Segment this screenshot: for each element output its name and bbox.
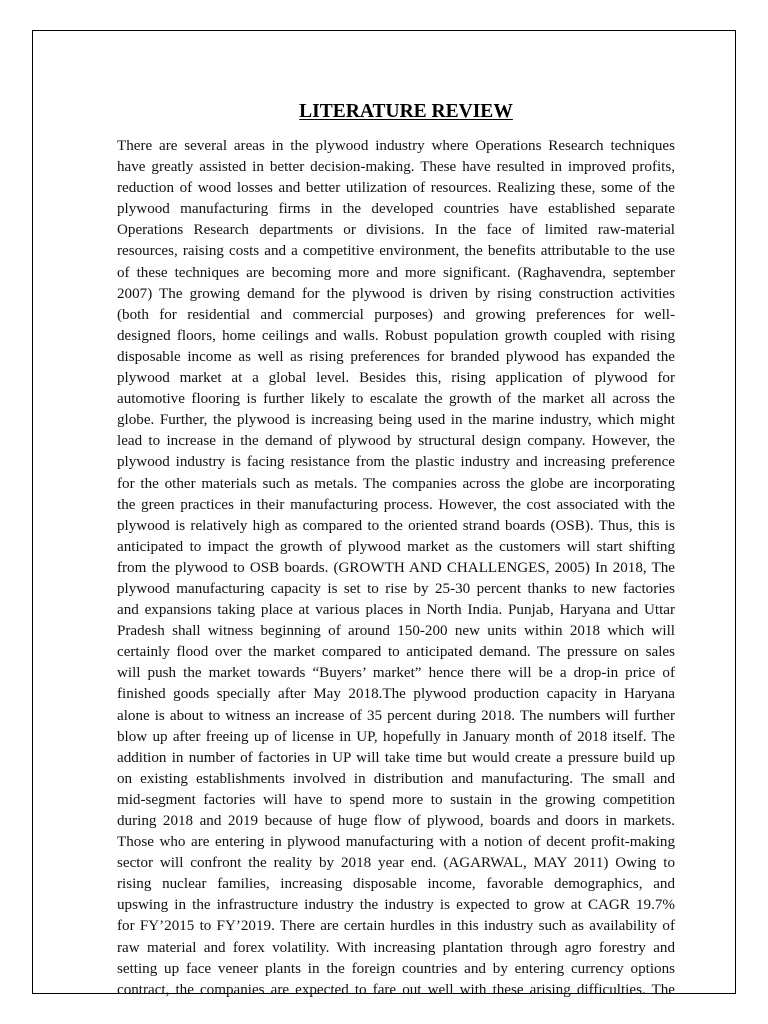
paragraph-line: anticipated to impact the growth of plywood market as the customers will start shifting bbox=[117, 538, 675, 555]
paragraph-line: Those who are entering in plywood manufacturing with a notion of decent profit-making bbox=[117, 834, 675, 851]
paragraph-line: have greatly assisted in better decision-making. These have resulted in improved profits, bbox=[117, 159, 675, 176]
paragraph-line: from the plywood to OSB boards. (GROWTH AND CHALLENGES, 2005) In 2018, The bbox=[117, 559, 675, 576]
paragraph-line: rising nuclear families, increasing disposable income, favorable demographics, and bbox=[117, 876, 675, 893]
paragraph-line: of these techniques are becoming more and more significant. (Raghavendra, september bbox=[117, 264, 675, 281]
paragraph-line: disposable income as well as rising preferences for branded plywood has expanded the bbox=[117, 348, 675, 365]
paragraph-line: plywood market at a global level. Besides this, rising application of plywood for bbox=[117, 370, 675, 387]
paragraph-line: plywood is relatively high as compared to the oriented strand boards (OSB). Thus, this is bbox=[117, 517, 675, 534]
paragraph-line: during 2018 and 2019 because of huge flow of plywood, boards and doors in markets. bbox=[117, 813, 675, 829]
paragraph-line: contract, the companies are expected to fare out well with these arising difficulties. The bbox=[117, 981, 675, 998]
paragraph-line: will push the market towards “Buyers’ market” hence there will be a drop-in price of bbox=[117, 665, 675, 682]
paragraph-line: plywood manufacturing capacity is set to rise by 25-30 percent thanks to new factories bbox=[117, 580, 675, 597]
paragraph-line: plywood industry is facing resistance from the plastic industry and increasing preference bbox=[117, 454, 675, 471]
paragraph-line: for the other materials such as metals. The companies across the globe are incorporating bbox=[117, 475, 675, 492]
body-paragraph bbox=[117, 136, 675, 1001]
paragraph-line: alone is about to witness an increase of 35 percent during 2018. The numbers will further bbox=[117, 707, 675, 724]
paragraph-line: and expansions taking place at various places in North India. Punjab, Haryana and Uttar bbox=[117, 602, 675, 619]
paragraph-line: sector will confront the reality by 2018 year end. (AGARWAL, MAY 2011) Owing to bbox=[117, 855, 675, 872]
paragraph-line: globe. Further, the plywood is increasing being used in the marine industry, which might bbox=[117, 412, 675, 429]
paragraph-line: Operations Research departments or divisions. In the face of limited raw-material bbox=[117, 222, 675, 239]
page-title: LITERATURE REVIEW bbox=[299, 101, 513, 122]
paragraph-line: designed floors, home ceilings and walls. Robust population growth coupled with rising bbox=[117, 327, 675, 344]
paragraph-line: reduction of wood losses and better utilization of resources. Realizing these, some of the bbox=[117, 180, 675, 197]
paragraph-line: for FY’2015 to FY’2019. There are certain hurdles in this industry such as availability of bbox=[117, 918, 675, 935]
paragraph-line: (both for residential and commercial purposes) and growing preferences for well- bbox=[117, 306, 675, 323]
paragraph-line: plywood manufacturing firms in the developed countries have established separate bbox=[117, 201, 675, 218]
paragraph-line: raw material and forex volatility. With increasing plantation through agro forestry and bbox=[117, 939, 675, 956]
paragraph-line: mid-segment factories will have to spend more to sustain in the growing competition bbox=[117, 791, 675, 808]
paragraph-line: the green practices in their manufacturing process. However, the cost associated with the bbox=[117, 496, 675, 513]
paragraph-line: addition in number of factories in UP will take time but would create a pressure build up bbox=[117, 749, 675, 766]
paragraph-line: upswing in the infrastructure industry the industry is expected to grow at CAGR 19.7% bbox=[117, 897, 675, 914]
paragraph-line: on existing establishments involved in distribution and manufacturing. The small and bbox=[117, 770, 675, 787]
paragraph-line: 2007) The growing demand for the plywood is driven by rising construction activities bbox=[117, 285, 675, 302]
paragraph-line: setting up face veneer plants in the foreign countries and by entering currency options bbox=[117, 960, 675, 977]
paragraph-line: resources, raising costs and a competitive environment, the benefits attributable to the use bbox=[117, 243, 675, 260]
paragraph-line: automotive flooring is further likely to escalate the growth of the market all across the bbox=[117, 391, 675, 408]
paragraph-line: There are several areas in the plywood industry where Operations Research techniques bbox=[117, 138, 675, 154]
paragraph-line: blow up after freeing up of license in UP, hopefully in January month of 2018 itself. The bbox=[117, 728, 675, 745]
paragraph-line: lead to increase in the demand of plywood by structural design company. However, the bbox=[117, 433, 675, 450]
paragraph-line: finished goods specially after May 2018.The plywood production capacity in Haryana bbox=[117, 686, 675, 703]
paragraph-line: certainly flood over the market compared to anticipated demand. The pressure on sales bbox=[117, 644, 675, 661]
paragraph-line: Pradesh shall witness beginning of around 150-200 new units within 2018 which will bbox=[117, 623, 675, 640]
